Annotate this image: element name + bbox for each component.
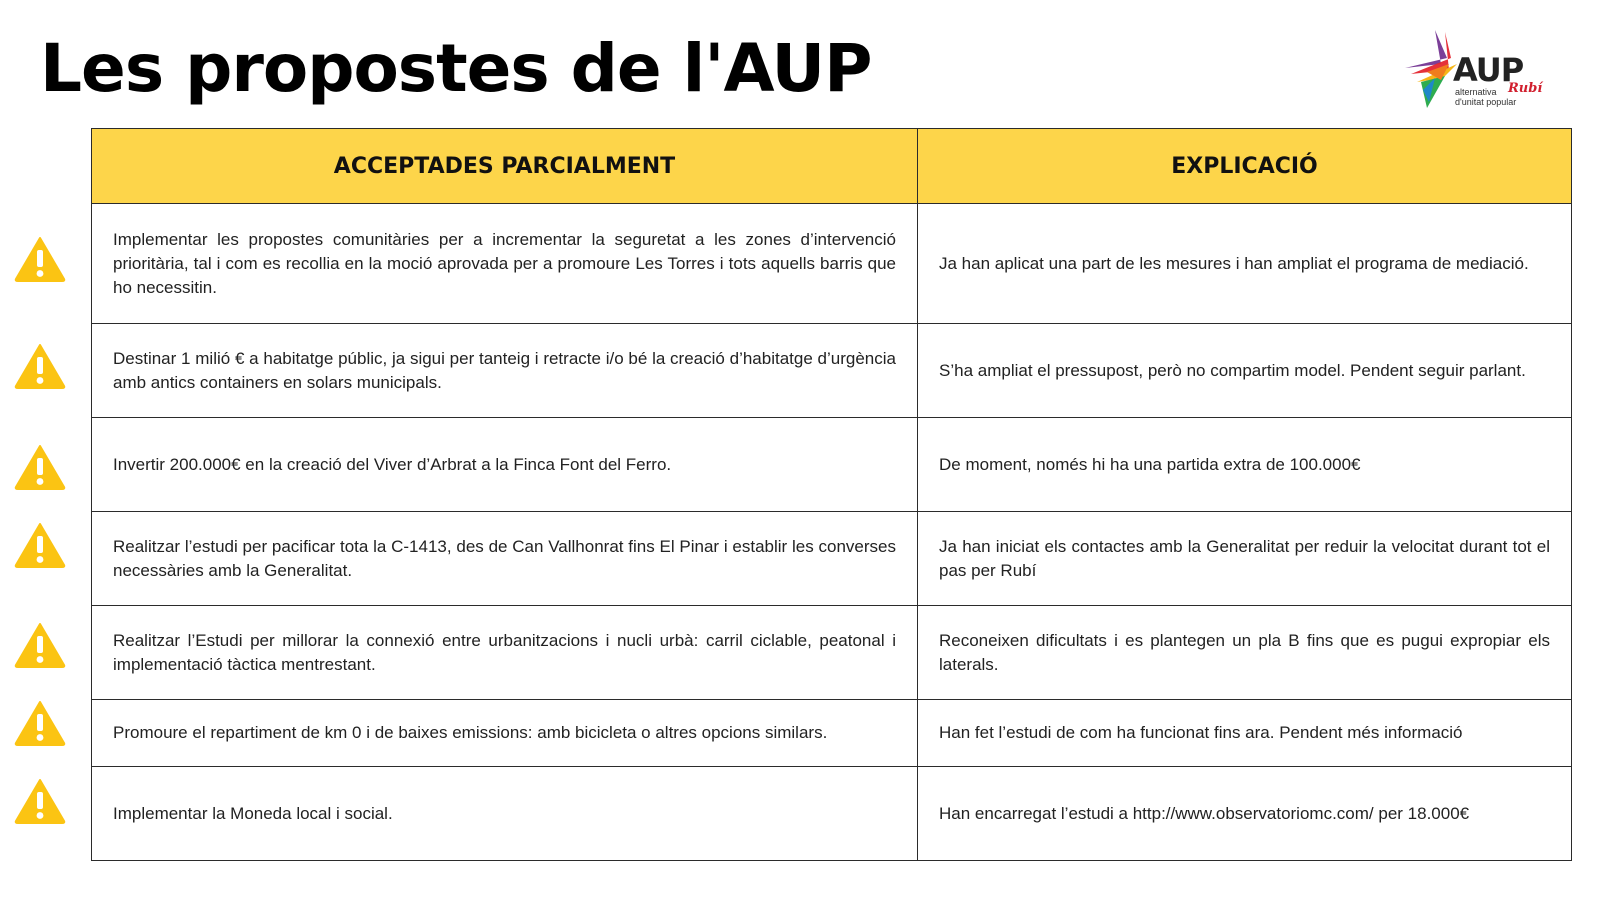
warning-triangle-icon bbox=[14, 522, 66, 568]
warning-triangle-icon bbox=[14, 444, 66, 490]
proposals-table bbox=[91, 128, 1572, 861]
explanation-cell: Ja han aplicat una part de les mesures i han ampliat el programa de mediació. bbox=[918, 204, 1572, 324]
table-row bbox=[92, 204, 1572, 324]
column-header-explanation: EXPLICACIÓ bbox=[918, 129, 1572, 204]
proposal-cell: Invertir 200.000€ en la creació del Viver d’Arbrat a la Finca Font del Ferro. bbox=[92, 418, 918, 512]
explanation-cell: Reconeixen dificultats i es plantegen un pla B fins que es pugui expropiar els laterals. bbox=[918, 606, 1572, 700]
explanation-cell: Han encarregat l’estudi a http://www.observatoriomc.com/ per 18.000€ bbox=[918, 767, 1572, 861]
explanation-cell: S’ha ampliat el pressupost, però no compartim model. Pendent seguir parlant. bbox=[918, 324, 1572, 418]
warning-triangle-icon bbox=[14, 700, 66, 746]
logo-city: Rubí bbox=[1508, 81, 1543, 96]
explanation-cell: Ja han iniciat els contactes amb la Generalitat per reduir la velocitat durant tot el pas per Rubí bbox=[918, 512, 1572, 606]
table-row bbox=[92, 418, 1572, 512]
logo-tagline: alternativa d'unitat popular bbox=[1455, 87, 1517, 107]
proposal-cell: Destinar 1 milió € a habitatge públic, ja sigui per tanteig i retracte i/o bé la creació d’habitatge d’urgència amb antics containers en solars municipals. bbox=[92, 324, 918, 418]
proposal-cell: Implementar les propostes comunitàries per a incrementar la seguretat a les zones d’intervenció prioritària, tal i com es recollia en la moció aprovada per a promoure Les Torres i tots aquells barris que ho necessitin. bbox=[92, 204, 918, 324]
proposal-cell: Implementar la Moneda local i social. bbox=[92, 767, 918, 861]
warning-triangle-icon bbox=[14, 236, 66, 282]
warning-triangle-icon bbox=[14, 343, 66, 389]
proposal-cell: Promoure el repartiment de km 0 i de baixes emissions: amb bicicleta o altres opcions similars. bbox=[92, 700, 918, 767]
table-row bbox=[92, 324, 1572, 418]
explanation-cell: De moment, només hi ha una partida extra de 100.000€ bbox=[918, 418, 1572, 512]
logo-wordmark: AUP bbox=[1453, 51, 1524, 89]
table-row bbox=[92, 767, 1572, 861]
aup-logo bbox=[1405, 30, 1555, 110]
proposal-cell: Realitzar l’estudi per pacificar tota la C-1413, des de Can Vallhonrat fins El Pinar i establir les converses necessàries amb la Generalitat. bbox=[92, 512, 918, 606]
column-header-accepted: ACCEPTADES PARCIALMENT bbox=[92, 129, 918, 204]
explanation-cell: Han fet l’estudi de com ha funcionat fins ara. Pendent més informació bbox=[918, 700, 1572, 767]
page-title: Les propostes de l'AUP bbox=[40, 30, 872, 107]
table-row bbox=[92, 512, 1572, 606]
table-row bbox=[92, 606, 1572, 700]
proposal-cell: Realitzar l’Estudi per millorar la connexió entre urbanitzacions i nucli urbà: carril ciclable, peatonal i implementació tàctica mentrestant. bbox=[92, 606, 918, 700]
table-header-row bbox=[92, 129, 1572, 204]
table-row bbox=[92, 700, 1572, 767]
warning-triangle-icon bbox=[14, 778, 66, 824]
warning-triangle-icon bbox=[14, 622, 66, 668]
